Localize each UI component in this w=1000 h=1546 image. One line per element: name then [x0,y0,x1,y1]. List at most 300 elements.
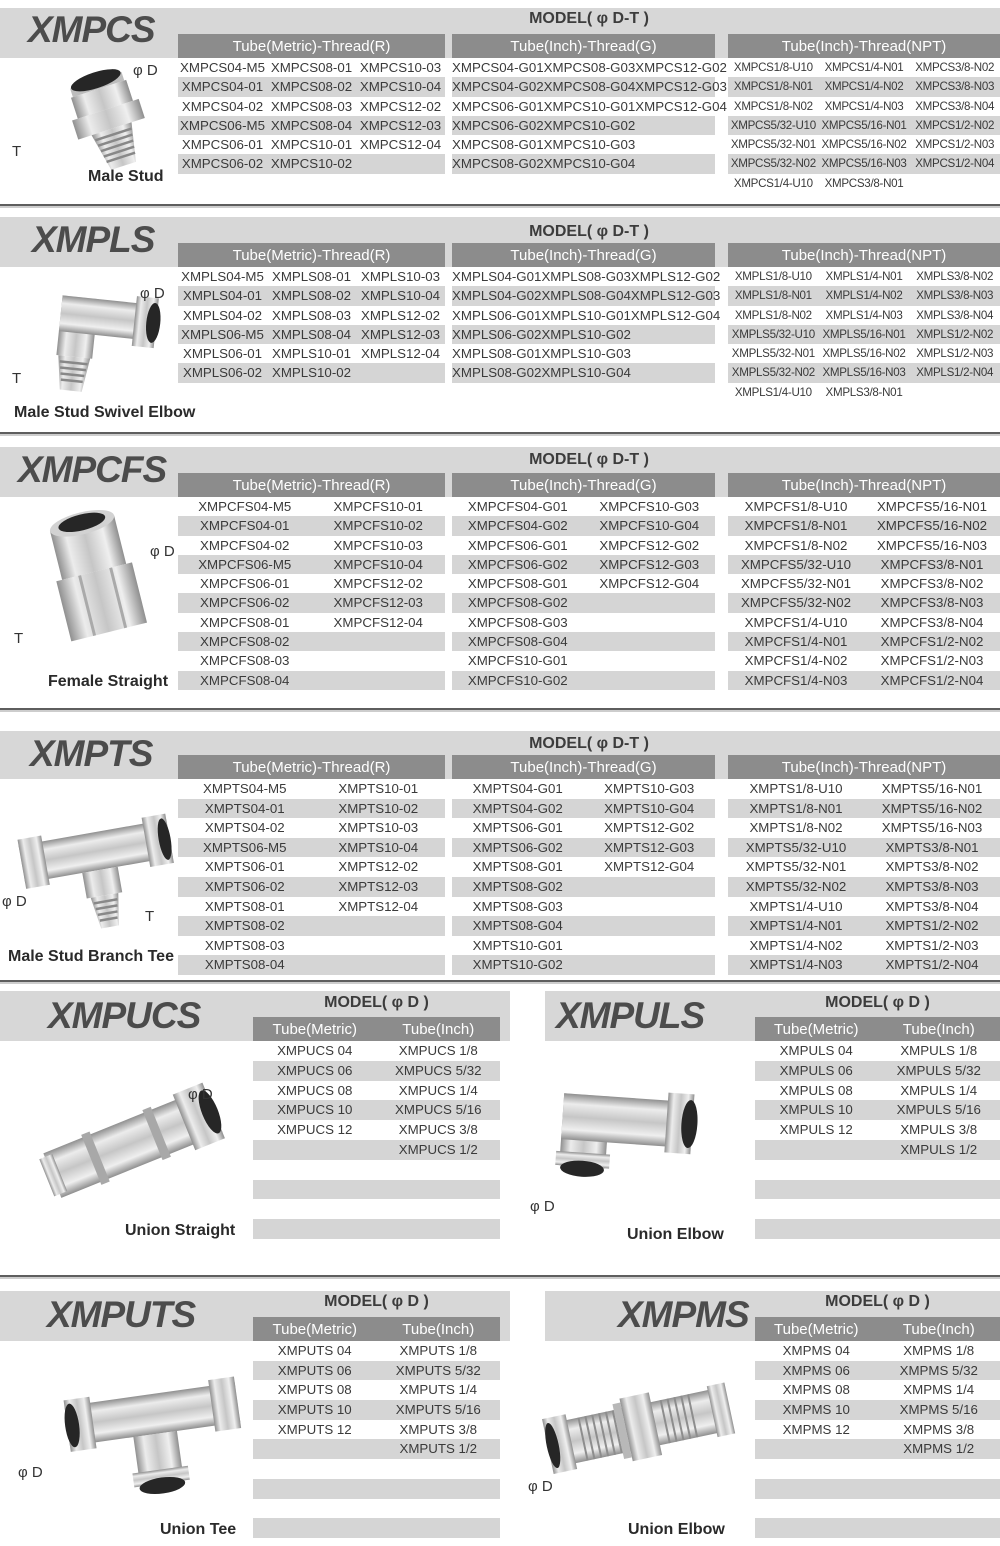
column-header: Tube(Metric)-Thread(R) [232,246,391,264]
column-header-bar [755,1317,1000,1341]
model-cell: XMPTS08-02 [204,918,285,934]
model-row [728,325,1000,344]
model-cell: XMPCFS08-G03 [467,614,568,630]
section-title: XMPLS [32,219,155,260]
column-header: Tube(Inch)-Thread(G) [510,246,657,264]
model-cell: XMPCS06-M5 [180,117,265,133]
model-cell: XMPTS04-G01 [472,781,563,796]
model-cell [755,1439,878,1459]
thread-label: T [145,908,155,925]
model-cell: XMPTS1/8-N02 [749,820,843,836]
model-row [728,306,1000,325]
model-cell [878,1518,1000,1538]
model-row [452,97,727,116]
column-header-bar [253,1017,500,1041]
model-row [755,1341,1000,1361]
model-cell: XMPCFS1/2-N03 [880,653,984,669]
model-row [452,154,715,173]
model-cell: XMPMS 1/4 [903,1382,975,1398]
model-cell: XMPCS04-G02 [452,79,544,95]
section-xmpls [0,208,1000,432]
section-title: XMPMS [618,1294,749,1335]
model-row [178,818,445,838]
model-cell: XMPUCS 5/16 [395,1102,482,1118]
model-row [452,574,715,593]
model-cell [909,383,1000,402]
column-header: Tube(Inch)-Thread(G) [510,37,657,55]
model-cell: XMPULS 5/32 [896,1062,981,1078]
model-column-group [728,243,1000,402]
model-cell: XMPUTS 04 [277,1343,352,1358]
section-xmpts [0,713,1000,980]
model-cell: XMPCS06-01 [181,137,264,153]
column-header: Tube(Inch)-Thread(NPT) [781,476,947,494]
model-row [178,897,445,917]
model-cell: XMPCS06-02 [181,156,264,172]
section-xmpcs [0,0,1000,204]
model-row [452,516,715,535]
model-row [755,1479,1000,1499]
model-row [452,536,715,555]
model-table [253,1017,500,1239]
model-cell [253,1518,377,1538]
model-row [755,1219,1000,1239]
model-cell: XMPLS08-G03 [541,269,631,284]
model-column-group [253,1017,500,1239]
model-cell [755,1219,878,1239]
diameter-label: φ D [18,1464,43,1481]
model-table [253,1317,500,1538]
model-row [452,267,721,286]
model-cell: XMPCFS12-02 [333,576,423,592]
model-cell [312,916,446,936]
model-row [755,1459,1000,1479]
model-row [728,58,1000,77]
model-cell [584,671,716,690]
model-row [178,58,445,77]
model-cell: XMPTS04-01 [204,800,285,816]
model-cell: XMPUCS 1/8 [398,1043,478,1058]
column-header-bar [452,34,715,58]
model-cell: XMPLS5/16-N01 [822,327,906,341]
model-cell: XMPLS3/8-N02 [916,270,994,283]
model-cell: XMPCS1/8-U10 [733,61,813,74]
model-cell: XMPCFS10-G04 [599,518,700,534]
model-cell: XMPTS06-01 [204,859,285,875]
model-label: MODEL( φ D-T ) [529,10,649,27]
model-cell [377,1219,501,1239]
model-cell: XMPUCS 04 [277,1043,353,1058]
model-cell [878,1479,1000,1499]
model-row [178,135,445,154]
model-row [178,799,445,819]
model-row [728,154,1000,173]
model-row [728,818,1000,838]
model-cell: XMPCFS1/8-N01 [744,518,848,534]
model-row [728,779,1000,799]
model-row [728,536,1000,555]
model-cell [253,1180,377,1200]
model-row [452,955,715,975]
model-row [755,1081,1000,1101]
model-cell: XMPTS08-03 [204,937,285,953]
model-cell [635,154,715,173]
model-cell: XMPULS 08 [779,1082,853,1098]
model-cell [584,955,716,975]
model-cell: XMPLS1/4-N01 [825,270,903,283]
model-cell: XMPCFS5/32-U10 [740,556,852,572]
model-cell: XMPCFS1/2-N02 [880,634,984,650]
model-cell: XMPTS3/8-N02 [885,859,979,875]
model-cell: XMPULS 1/4 [900,1082,978,1098]
model-cell: XMPCS06-G02 [452,117,544,133]
model-cell: XMPCFS5/16-N02 [876,518,988,534]
model-row [728,77,1000,96]
model-cell [584,936,716,956]
section-divider [0,432,1000,434]
model-row [728,363,1000,382]
model-cell: XMPTS04-M5 [203,781,287,796]
model-cell [377,1518,501,1538]
model-cell: XMPULS 06 [779,1062,853,1078]
model-row [728,613,1000,632]
section-title: XMPCFS [18,449,167,490]
column-header-bar [728,34,1000,58]
product-name: Female Straight [48,673,169,690]
model-cell: XMPCFS10-03 [333,537,423,553]
model-cell: XMPCFS08-G04 [467,634,568,650]
model-row [452,325,715,344]
model-cell: XMPCS5/32-U10 [730,118,816,132]
model-cell [755,1160,878,1180]
model-cell [584,916,716,936]
model-row [452,344,715,363]
model-cell: XMPTS1/4-N02 [749,937,843,953]
section-title: XMPTS [30,733,153,774]
model-cell: XMPLS10-G03 [541,346,631,362]
model-cell: XMPCFS5/16-N03 [876,537,988,553]
model-cell: XMPCS1/4-N02 [824,80,904,94]
model-cell [755,1479,878,1499]
model-row [178,574,445,593]
model-cell: XMPLS3/8-N04 [916,308,994,322]
model-row [728,897,1000,917]
thread-label: T [14,630,24,647]
model-row [253,1199,500,1219]
column-header-bar [755,1017,1000,1041]
model-row [452,77,727,96]
diameter-label: φ D [133,62,158,79]
model-cell: XMPLS06-G01 [452,307,542,323]
model-cell: XMPLS1/4-U10 [734,385,812,399]
model-cell: XMPTS1/4-N03 [749,957,843,973]
model-cell: XMPTS10-G01 [472,937,563,953]
model-row [178,877,445,897]
model-cell: XMPMS 12 [782,1421,850,1437]
model-cell: XMPCS12-G03 [635,79,727,95]
column-header-bar [728,755,1000,779]
model-cell: XMPLS5/32-N02 [731,366,815,380]
model-row [253,1380,500,1400]
model-cell: XMPLS12-02 [360,307,441,323]
model-cell: XMPTS08-04 [204,957,285,973]
model-row [253,1420,500,1440]
model-row [728,632,1000,651]
model-row [452,497,715,516]
model-row [253,1361,500,1381]
model-cell: XMPTS06-G02 [472,839,563,855]
model-row [253,1160,500,1180]
model-row [755,1061,1000,1081]
model-table [178,755,1000,975]
model-row [452,116,715,135]
model-cell: XMPCFS10-02 [333,518,423,534]
model-cell [356,363,445,382]
model-cell: XMPUTS 1/8 [399,1343,478,1358]
model-cell: XMPLS1/8-U10 [734,270,812,283]
model-cell: XMPTS10-G02 [472,957,563,973]
model-cell: XMPLS08-04 [271,326,352,342]
model-row [728,116,1000,135]
model-cell: XMPTS06-G01 [472,820,563,836]
model-cell [253,1140,377,1160]
model-cell: XMPTS3/8-N03 [885,878,979,894]
model-row [253,1061,500,1081]
product-image-female-straight [22,503,177,663]
model-cell [755,1499,878,1519]
product-image-union-elbow [533,1080,728,1205]
model-cell: XMPUCS 1/2 [398,1141,478,1157]
model-cell: XMPCS06-G01 [452,98,544,114]
model-cell: XMPCS10-01 [270,137,353,153]
model-cell: XMPTS08-01 [204,898,285,914]
model-row [452,58,727,77]
model-cell: XMPTS10-G04 [604,800,695,816]
model-cell: XMPCFS1/8-N02 [744,537,848,553]
model-cell [312,651,446,670]
model-column-group [728,755,1000,975]
model-row [253,1459,500,1479]
model-cell: XMPLS12-G03 [630,288,721,304]
model-cell: XMPULS 12 [779,1122,853,1138]
model-row [178,779,445,799]
model-cell: XMPCFS04-G01 [467,499,568,514]
section-title: XMPUTS [47,1294,196,1335]
model-column-group [728,473,1000,690]
model-cell: XMPCFS10-G01 [467,653,568,669]
model-cell: XMPULS 3/8 [900,1122,978,1138]
model-cell [755,1518,878,1538]
model-cell: XMPUTS 10 [277,1402,352,1418]
model-cell: XMPTS10-03 [338,820,419,836]
model-cell [755,1199,878,1219]
model-cell: XMPCS3/8-N03 [915,80,995,94]
model-column-group [178,473,445,690]
model-cell: XMPTS1/8-U10 [749,781,843,796]
model-cell: XMPLS08-02 [271,288,352,304]
model-cell: XMPTS12-02 [338,859,419,875]
model-cell [755,1180,878,1200]
model-cell: XMPCS12-G02 [635,60,727,75]
model-row [728,838,1000,858]
diameter-label: φ D [530,1198,555,1215]
model-row [178,363,445,382]
model-label: MODEL( φ D ) [324,1293,429,1310]
model-cell: XMPCFS06-G01 [467,537,568,553]
model-row [178,651,445,670]
model-column-group [452,34,727,174]
model-cell: XMPLS10-01 [271,346,352,362]
model-cell [253,1199,377,1219]
model-cell: XMPLS1/4-N03 [825,308,903,322]
model-column-group [253,1317,500,1538]
model-cell: XMPCFS06-02 [200,595,290,611]
model-cell: XMPLS5/16-N02 [822,347,906,361]
model-row [755,1380,1000,1400]
section-title: XMPULS [556,995,705,1036]
model-row [178,555,445,574]
model-cell: XMPCS12-04 [359,137,442,153]
model-cell: XMPTS12-03 [338,878,419,894]
column-header: Tube(Inch) [902,1020,975,1038]
model-cell: XMPCS04-M5 [180,60,265,75]
model-cell: XMPLS3/8-N01 [825,385,903,399]
model-cell: XMPCFS08-G02 [467,595,568,611]
model-cell: XMPCS10-G04 [543,156,636,172]
model-row [178,77,445,96]
model-table [755,1317,1000,1538]
model-column-group [755,1317,1000,1538]
model-table [178,473,1000,690]
model-table [178,243,1000,402]
model-row [452,593,715,612]
model-row [452,363,715,382]
model-cell: XMPUCS 06 [277,1062,353,1078]
model-cell: XMPLS04-G02 [452,288,542,304]
model-cell: XMPTS08-G03 [472,898,563,914]
model-cell: XMPTS1/2-N04 [885,957,979,973]
model-cell [356,154,445,173]
model-cell [878,1499,1000,1519]
model-row [178,116,445,135]
model-cell: XMPTS5/16-N01 [881,781,983,796]
column-header: Tube(Metric) [774,1020,859,1038]
model-cell: XMPCS1/4-N03 [824,99,904,113]
model-cell: XMPMS 06 [782,1362,850,1378]
model-cell: XMPULS 1/2 [900,1141,978,1157]
model-cell: XMPLS1/4-N02 [825,289,903,303]
model-cell [878,1219,1000,1239]
model-cell: XMPCS10-03 [359,60,442,75]
model-cell: XMPCFS08-04 [200,672,290,688]
model-cell: XMPCS12-G04 [635,98,727,114]
model-cell: XMPCFS08-G01 [467,576,568,592]
model-row [452,632,715,651]
model-cell: XMPCFS10-G03 [599,499,700,514]
model-cell: XMPLS04-G01 [452,269,542,284]
model-cell: XMPCFS1/4-U10 [744,614,848,630]
model-row [755,1180,1000,1200]
model-row [755,1361,1000,1381]
model-cell: XMPUCS 10 [277,1102,353,1118]
model-cell: XMPTS5/16-N03 [881,820,983,836]
section-divider [0,204,1000,206]
product-image-branch-tee [12,790,187,950]
model-row [253,1041,500,1061]
model-row [452,818,715,838]
model-cell: XMPLS06-G02 [452,326,542,342]
column-header: Tube(Inch)-Thread(NPT) [781,246,947,264]
model-row [728,574,1000,593]
model-cell: XMPTS10-02 [338,800,419,816]
model-cell: XMPTS04-G02 [472,800,563,816]
model-cell: XMPLS5/16-N03 [822,366,906,380]
model-column-group [178,34,445,174]
model-cell: XMPTS1/4-U10 [749,898,843,914]
column-header: Tube(Inch)-Thread(NPT) [781,758,947,776]
diameter-label: φ D [150,543,175,560]
model-row [253,1100,500,1120]
model-cell: XMPLS04-01 [182,288,263,304]
column-header-bar [253,1317,500,1341]
model-cell: XMPCFS3/8-N04 [880,614,984,630]
model-cell: XMPLS08-G01 [452,346,542,362]
model-cell: XMPCS08-04 [270,117,353,133]
model-cell: XMPCFS3/8-N03 [880,595,984,611]
model-label: MODEL( φ D ) [825,994,930,1011]
section-title: XMPCS [28,9,155,50]
model-cell [584,897,716,917]
model-row [178,344,445,363]
model-row [452,779,715,799]
model-row [253,1180,500,1200]
column-header-bar [452,755,715,779]
model-cell: XMPCS1/8-N02 [733,99,813,113]
model-cell: XMPCS10-G01 [543,98,636,114]
model-row [452,555,715,574]
model-row [755,1400,1000,1420]
model-cell: XMPCS5/32-N02 [730,157,816,171]
model-row [452,897,715,917]
model-cell [377,1180,501,1200]
model-row [178,593,445,612]
model-cell [878,1199,1000,1219]
model-row [253,1341,500,1361]
product-image-union-tee [55,1358,255,1508]
model-cell: XMPTS04-02 [204,820,285,836]
model-row [728,135,1000,154]
model-column-group [452,755,715,975]
model-cell: XMPCFS1/4-N01 [744,634,848,650]
model-cell [878,1160,1000,1180]
model-cell: XMPTS12-G04 [604,859,695,875]
model-cell: XMPTS3/8-N01 [885,839,979,855]
model-cell: XMPLS12-G04 [630,307,721,323]
section-title: XMPUCS [48,995,201,1036]
model-cell: XMPCFS1/4-N02 [744,653,848,669]
model-cell: XMPTS10-G03 [604,781,695,796]
model-column-group [178,243,445,383]
model-cell: XMPCS04-02 [181,98,264,114]
column-header-bar [178,34,445,58]
model-cell: XMPUCS 08 [277,1082,353,1098]
model-cell: XMPCS1/2-N02 [915,118,995,132]
model-row [178,955,445,975]
model-cell: XMPCS1/4-U10 [733,176,813,190]
model-cell: XMPULS 04 [779,1043,853,1058]
model-row [755,1041,1000,1061]
model-cell [377,1479,501,1499]
